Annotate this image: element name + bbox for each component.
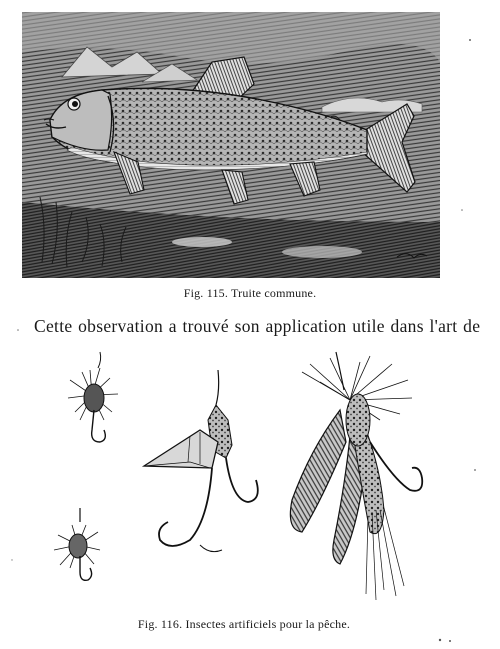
body-text-line: Cette observation a trouvé son application utile dans l'art de xyxy=(34,316,481,336)
artificial-flies-engraving-icon xyxy=(40,350,460,612)
trout-engraving-icon xyxy=(22,12,440,278)
trout-illustration xyxy=(22,12,440,278)
figure-115-caption: Fig. 115. Truite commune. xyxy=(183,286,317,300)
figure-116-caption: Fig. 116. Insectes artificiels pour la pêche. xyxy=(137,617,351,631)
artificial-flies-illustration xyxy=(40,350,460,612)
